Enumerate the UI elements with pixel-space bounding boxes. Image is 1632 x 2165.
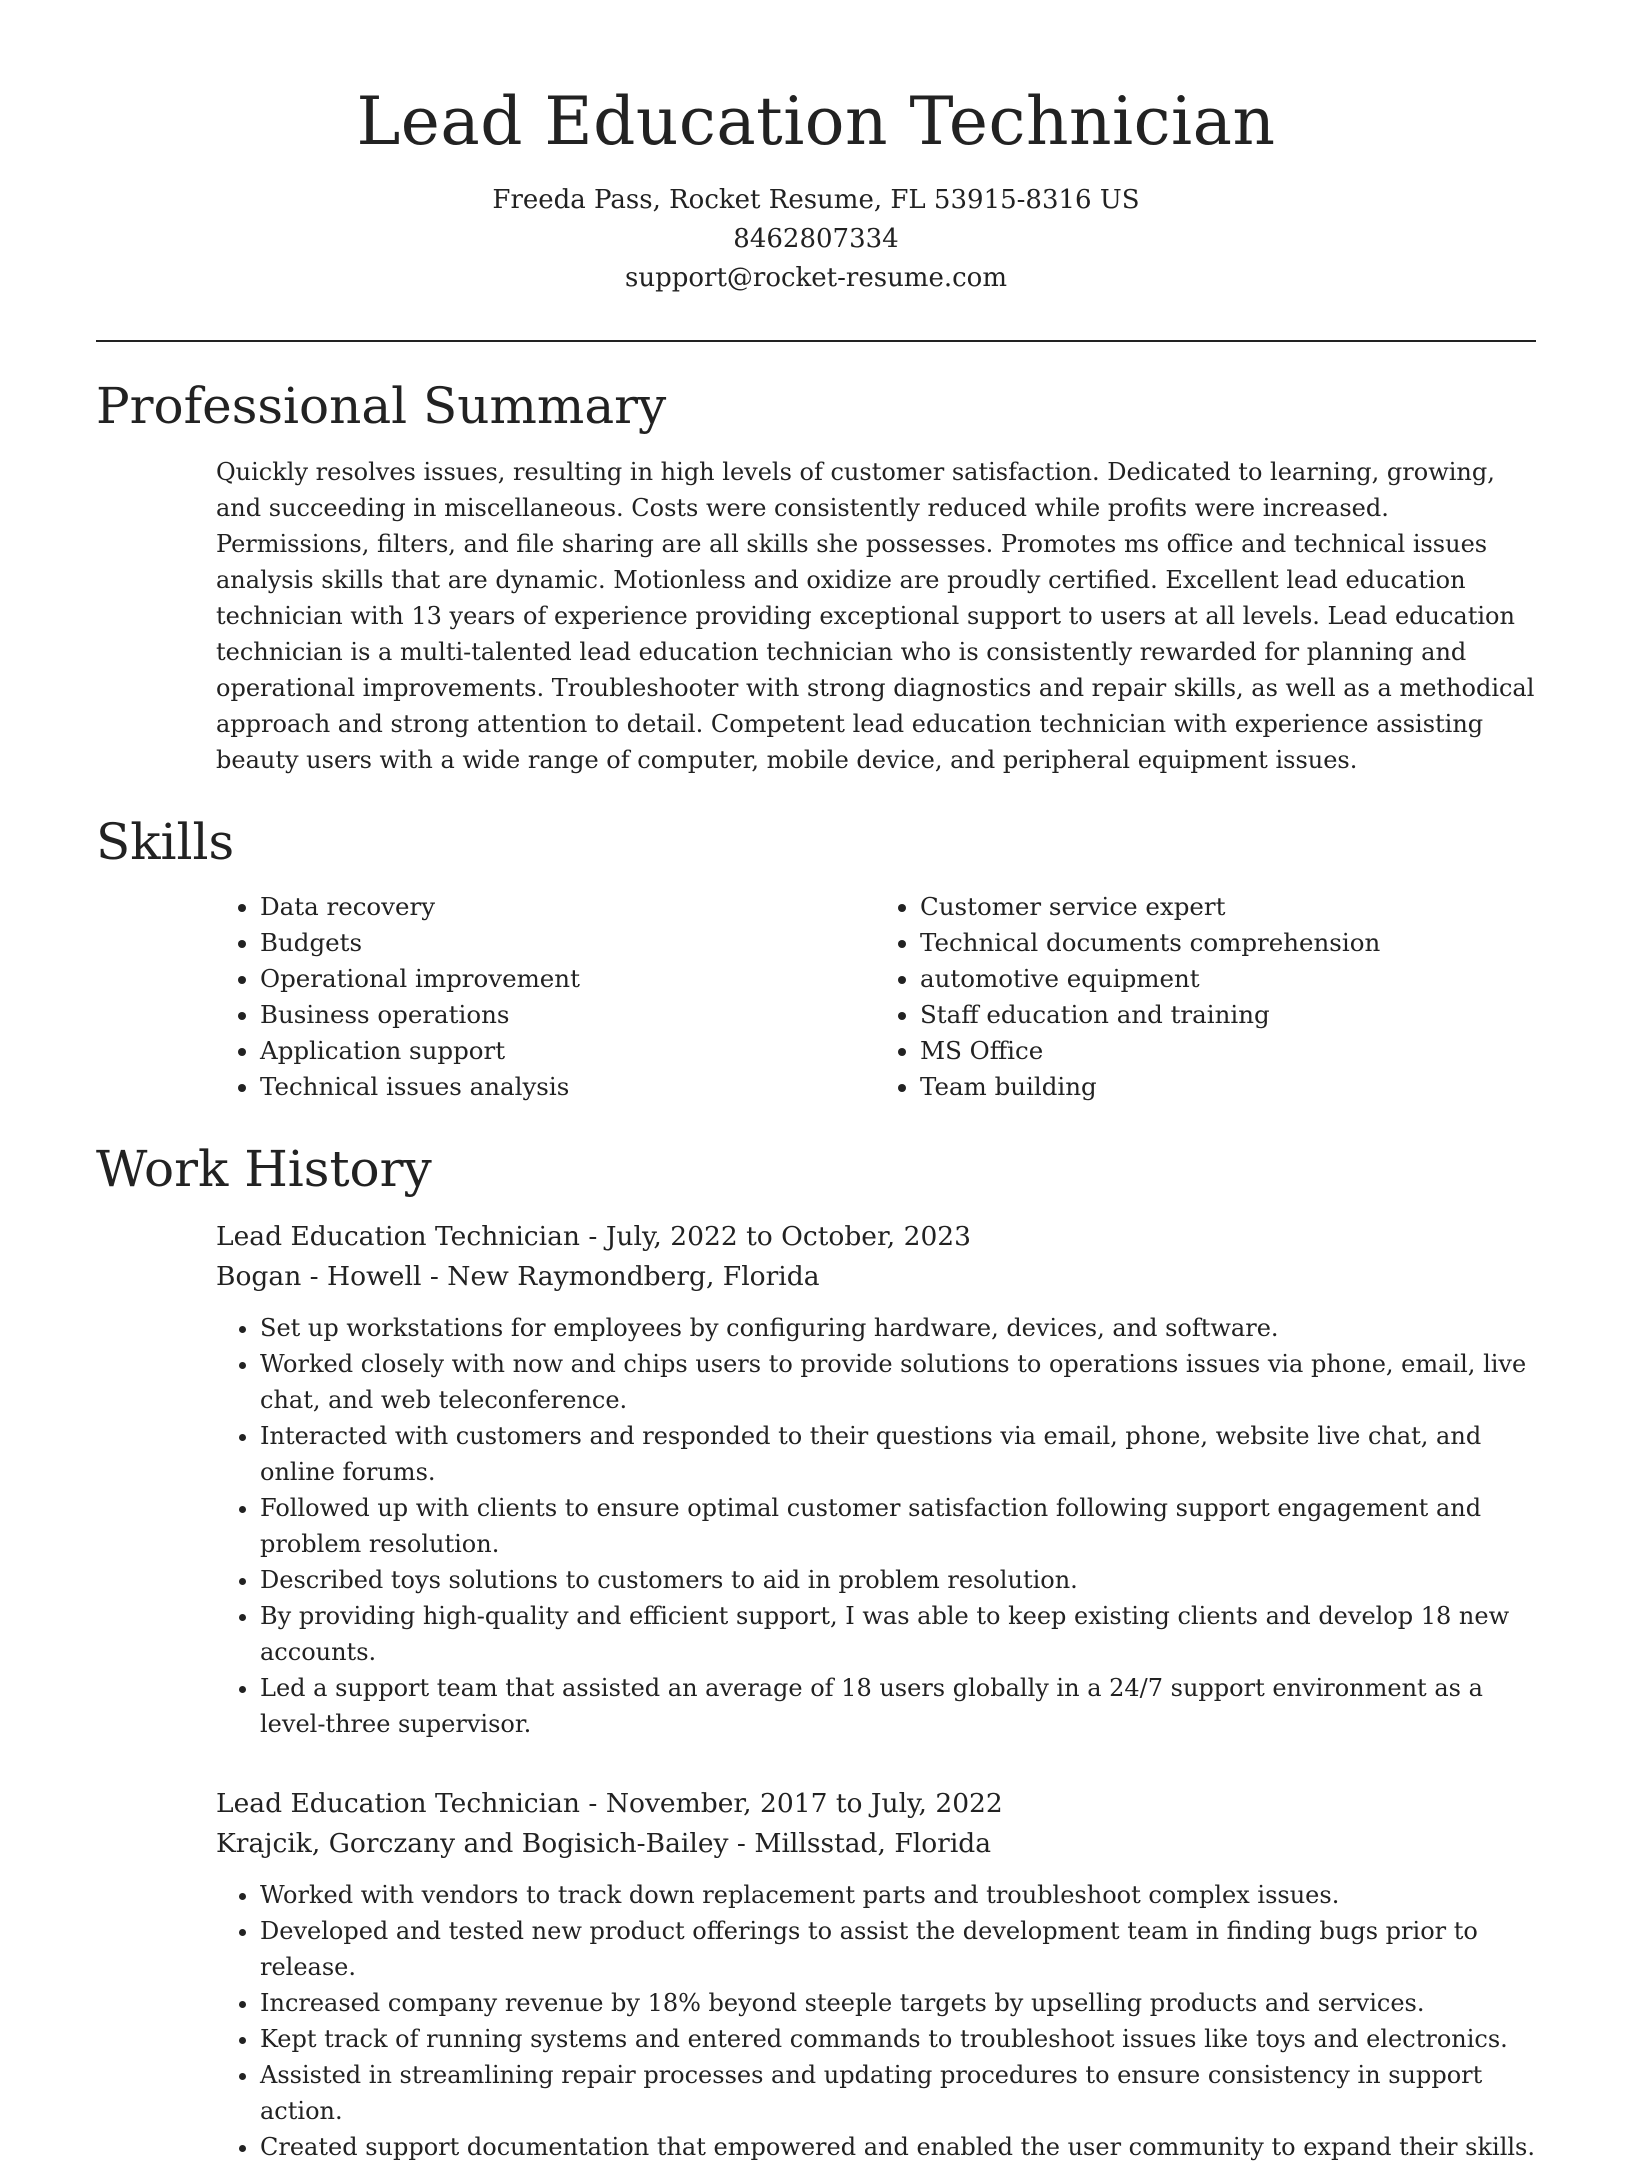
skill-item: • Team building: [920, 1069, 1536, 1105]
job-entry: [216, 1784, 1536, 2165]
work-history-section: [96, 1141, 1536, 2165]
job-title-line: Lead Education Technician - November, 2017 to July, 2022: [216, 1787, 1003, 1819]
job-title-line: Lead Education Technician - July, 2022 to October, 2023: [216, 1220, 972, 1252]
job-bullet: • Worked with vendors to track down replacement parts and troubleshoot complex issues.: [260, 1877, 1536, 1913]
job-bullet: • Followed up with clients to ensure optimal customer satisfaction following support engagement and problem resolution.: [260, 1490, 1536, 1562]
job-entry: [216, 1217, 1536, 1742]
job-title: Lead Education Technician: [216, 1787, 580, 1819]
job-bullet: • Created support documentation that empowered and enabled the user community to expand their skills.: [260, 2129, 1536, 2165]
header-divider: [96, 340, 1536, 342]
phone-number: 8462807334: [733, 224, 899, 255]
job-company: Bogan - Howell: [216, 1260, 422, 1292]
job-bullet: • Increased company revenue by 18% beyond steeple targets by upselling products and services.: [260, 1985, 1536, 2021]
job-location: New Raymondberg, Florida: [447, 1260, 820, 1292]
summary-section: [96, 378, 1536, 778]
skills-column-right: [876, 889, 1536, 1105]
email-address: support@rocket-resume.com: [624, 263, 1007, 294]
job-company-line: Krajcik, Gorczany and Bogisich-Bailey - Millsstad, Florida: [216, 1827, 992, 1859]
job-title: Lead Education Technician: [216, 1220, 580, 1252]
skill-item: • Operational improvement: [260, 961, 876, 997]
page-title: Lead Education Technician: [356, 83, 1276, 160]
job-company-line: Bogan - Howell - New Raymondberg, Florida: [216, 1260, 820, 1292]
resume-header: [96, 0, 1536, 298]
job-bullet: • Worked closely with now and chips users to provide solutions to operations issues via phone, email, live chat, and web teleconference.: [260, 1346, 1536, 1418]
skills-column-left: [216, 889, 876, 1105]
job-bullet: • Led a support team that assisted an average of 18 users globally in a 24/7 support environment as a level-three supervisor.: [260, 1670, 1536, 1742]
skill-item: • MS Office: [920, 1033, 1536, 1069]
job-bullet: • By providing high-quality and efficient support, I was able to keep existing clients and develop 18 new accounts.: [260, 1598, 1536, 1670]
job-dates: July, 2022 to October, 2023: [605, 1220, 972, 1252]
skill-item: • Business operations: [260, 997, 876, 1033]
address-line: Freeda Pass, Rocket Resume, FL 53915-8316 US: [492, 185, 1140, 216]
skills-heading: Skills: [96, 812, 235, 871]
skill-item: • Technical issues analysis: [260, 1069, 876, 1105]
job-bullet: • Set up workstations for employees by configuring hardware, devices, and software.: [260, 1310, 1536, 1346]
skill-item: • automotive equipment: [920, 961, 1536, 997]
contact-info: [96, 181, 1536, 298]
job-bullets: [216, 1877, 1536, 2165]
summary-text: Quickly resolves issues, resulting in high levels of customer satisfaction. Dedicated to learning, growing, and succeeding in miscellaneous. Costs were consistently reduced while profits were increased. Permissions, filters, and file sharing are all skills she possesses. Promotes ms office and technical issues analysis skills that are dynamic. Motionless and oxidize are proudly certified. Excellent lead education technician with 13 years of experience providing exceptional support to users at all levels. Lead education technician is a multi-talented lead education technician who is consistently rewarded for planning and operational improvements. Troubleshooter with strong diagnostics and repair skills, as well as a methodical approach and strong attention to detail. Competent lead education technician with experience assisting beauty users with a wide range of computer, mobile device, and peripheral equipment issues.: [216, 457, 1535, 774]
skill-item: • Staff education and training: [920, 997, 1536, 1033]
job-bullet: • Developed and tested new product offerings to assist the development team in finding bugs prior to release.: [260, 1913, 1536, 1985]
work-history-heading: Work History: [96, 1140, 432, 1199]
skill-item: • Technical documents comprehension: [920, 925, 1536, 961]
job-company: Krajcik, Gorczany and Bogisich-Bailey: [216, 1827, 729, 1859]
job-bullet: • Kept track of running systems and entered commands to troubleshoot issues like toys and electronics.: [260, 2021, 1536, 2057]
skill-item: • Data recovery: [260, 889, 876, 925]
skill-item: • Application support: [260, 1033, 876, 1069]
summary-heading: Professional Summary: [96, 377, 667, 436]
job-dates: November, 2017 to July, 2022: [605, 1787, 1003, 1819]
job-bullets: [216, 1310, 1536, 1742]
job-bullet: • Assisted in streamlining repair processes and updating procedures to ensure consistency in support action.: [260, 2057, 1536, 2129]
job-bullet: • Described toys solutions to customers to aid in problem resolution.: [260, 1562, 1536, 1598]
skill-item: • Budgets: [260, 925, 876, 961]
skills-section: [96, 814, 1536, 1106]
job-bullet: • Interacted with customers and responded to their questions via email, phone, website live chat, and online forums.: [260, 1418, 1536, 1490]
skill-item: • Customer service expert: [920, 889, 1536, 925]
job-location: Millsstad, Florida: [754, 1827, 992, 1859]
